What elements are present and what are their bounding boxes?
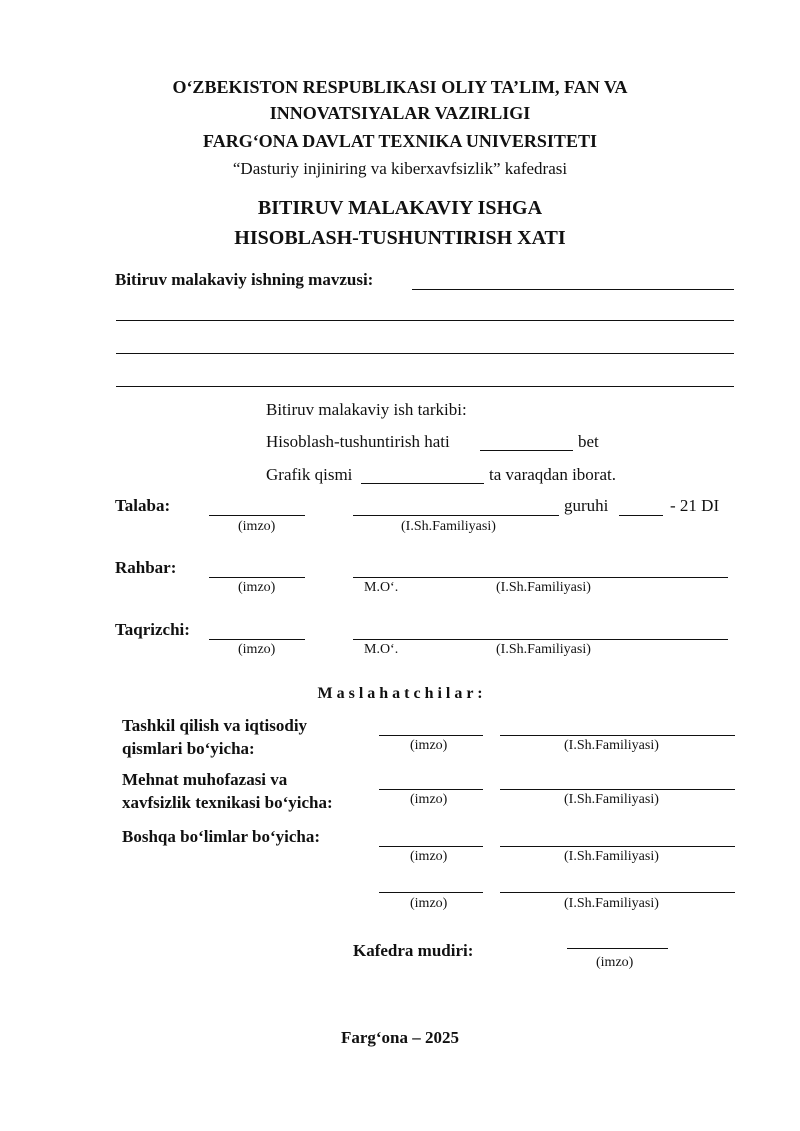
department-name: “Dasturiy injiniring va kiberxavfsizlik” kafedrasi	[232, 159, 568, 178]
consultant-1-label-line-1: Tashkil qilish va iqtisodiy	[122, 716, 308, 735]
consultant-3-name-line	[500, 846, 735, 847]
place-and-year: Farg‘ona – 2025	[340, 1028, 460, 1047]
signature-caption: (imzo)	[238, 519, 276, 534]
university-name: FARG‘ONA DAVLAT TEXNIKA UNIVERSITETI	[203, 131, 597, 151]
consultants-heading: M a s l a h a t c h i l a r :	[317, 685, 483, 702]
student-label: Talaba:	[115, 496, 171, 515]
consultant-3-label: Boshqa bo‘limlar bo‘yicha:	[122, 827, 321, 846]
name-caption: (I.Sh.Familiyasi)	[564, 896, 659, 911]
signature-caption: (imzo)	[238, 580, 276, 595]
topic-blank-line	[116, 320, 734, 321]
signature-caption: (imzo)	[238, 642, 276, 657]
composition-pages-unit: bet	[578, 432, 599, 451]
graphics-blank-line	[361, 483, 484, 484]
consultant-2-label-line-2: xavfsizlik texnikasi bo‘yicha:	[122, 793, 333, 812]
composition-heading: Bitiruv malakaviy ish tarkibi:	[266, 400, 467, 419]
student-signature-line	[209, 515, 305, 516]
reviewer-label: Taqrizchi:	[115, 620, 190, 639]
signature-caption: (imzo)	[410, 896, 448, 911]
consultant-4-name-line	[500, 892, 735, 893]
composition-graphics-label: Grafik qismi	[266, 465, 353, 484]
reviewer-name-line	[353, 639, 728, 640]
consultant-1-label-line-2: qismlari bo‘yicha:	[122, 739, 255, 758]
supervisor-label: Rahbar:	[115, 558, 177, 577]
topic-blank-line	[116, 386, 734, 387]
signature-caption: (imzo)	[596, 955, 634, 970]
consultant-2-signature-line	[379, 789, 483, 790]
consultant-2-name-line	[500, 789, 735, 790]
name-caption: (I.Sh.Familiyasi)	[401, 519, 496, 534]
group-code: - 21 DI	[670, 496, 720, 515]
group-label: guruhi	[564, 496, 609, 515]
name-caption: (I.Sh.Familiyasi)	[496, 580, 591, 595]
consultant-1-signature-line	[379, 735, 483, 736]
document-title-line-1: BITIRUV MALAKAVIY ISHGA	[257, 197, 543, 219]
topic-label: Bitiruv malakaviy ishning mavzusi:	[115, 270, 374, 289]
pages-blank-line	[480, 450, 573, 451]
topic-blank-line	[412, 289, 734, 290]
consultant-2-label-line-1: Mehnat muhofazasi va	[122, 770, 288, 789]
academic-title-caption: M.O‘.	[364, 580, 399, 595]
consultant-3-signature-line	[379, 846, 483, 847]
head-of-department-label: Kafedra mudiri:	[353, 941, 474, 960]
signature-caption: (imzo)	[410, 849, 448, 864]
composition-graphics-unit: ta varaqdan iborat.	[489, 465, 616, 484]
signature-caption: (imzo)	[410, 738, 448, 753]
consultant-4-signature-line	[379, 892, 483, 893]
head-signature-line	[567, 948, 668, 949]
supervisor-signature-line	[209, 577, 305, 578]
ministry-line-1: O‘ZBEKISTON RESPUBLIKASI OLIY TA’LIM, FAN VA	[172, 77, 628, 97]
topic-blank-line	[116, 353, 734, 354]
name-caption: (I.Sh.Familiyasi)	[496, 642, 591, 657]
name-caption: (I.Sh.Familiyasi)	[564, 792, 659, 807]
ministry-line-2: INNOVATSIYALAR VAZIRLIGI	[269, 103, 531, 123]
supervisor-name-line	[353, 577, 728, 578]
student-name-line	[353, 515, 559, 516]
reviewer-signature-line	[209, 639, 305, 640]
name-caption: (I.Sh.Familiyasi)	[564, 738, 659, 753]
name-caption: (I.Sh.Familiyasi)	[564, 849, 659, 864]
composition-pages-label: Hisoblash-tushuntirish hati	[266, 432, 450, 451]
consultant-1-name-line	[500, 735, 735, 736]
academic-title-caption: M.O‘.	[364, 642, 399, 657]
group-number-line	[619, 515, 663, 516]
signature-caption: (imzo)	[410, 792, 448, 807]
document-title-line-2: HISOBLASH-TUSHUNTIRISH XATI	[234, 227, 566, 249]
